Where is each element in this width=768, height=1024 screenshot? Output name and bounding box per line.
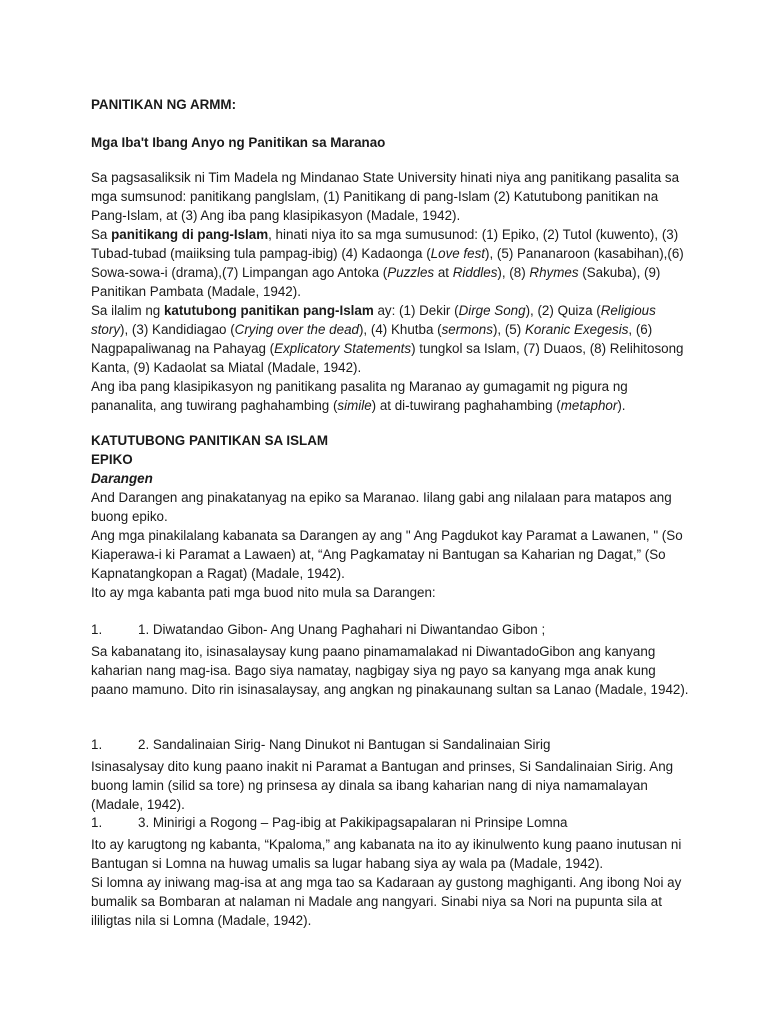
intro-paragraph-3: Sa ilalim ng katutubong panitikan pang-Islam ay: (1) Dekir (Dirge Song), (2) Quiza (Religious story), (3) Kandidiagao (Crying over the dead), (4) Khutba (sermons), (5) Koranic Exegesis, (6) Nagpapaliwanag na Pahayag (Explicatory Statements) tungkol sa Islam, (7) Duaos, (8) Relihitosong Kanta, (9) Kadaolat sa Miatal (Madale, 1942). [91,303,684,375]
intro-paragraph-4: Ang iba pang klasipikasyon ng panitikang pasalita ng Maranao ay gumagamit ng pigura ng pananalita, ang tuwirang paghahambing (simile) at di-tuwirang paghahambing (metaphor). [91,379,628,413]
epiko-heading: EPIKO [91,452,133,467]
darangen-section [91,488,691,602]
intro-paragraph-2: Sa panitikang di pang-Islam, hinati niya ito sa mga sumusunod: (1) Epiko, (2) Tutol (kuwento), (3) Tubad-tubad (maiiksing tula pampag-ibig) (4) Kadaonga (Love fest), (5) Pananaroon (kasabihan),(6) Sowa-sowa-i (drama),(7) Limpangan ago Antoka (Puzzles at Riddles), (8) Rhymes (Sakuba), (9) Panitikan Pambata (Madale, 1942). [91,227,684,299]
document-subtitle: Mga Iba't Ibang Anyo ng Panitikan sa Maranao [91,135,386,150]
chapter-3-body [91,835,691,930]
darangen-paragraph-3: Ito ay mga kabanta pati mga buod nito mula sa Darangen: [91,585,436,600]
darangen-paragraph-1: And Darangen ang pinakatanyag na epiko sa Maranao. Iilang gabi ang nilalaan para matapos ang buong epiko. [91,490,672,524]
intro-paragraph-1: Sa pagsasaliksik ni Tim Madela ng Mindanao State University hinati niya ang panitikang pasalita sa mga sumsunod: panitikang panglslam, (1) Panitikang di pang-Islam (2) Katutubong panitikan na Pang-Islam, at (3) Ang iba pang klasipikasyon (Madale, 1942). [91,170,680,223]
section-heading: KATUTUBONG PANITIKAN SA ISLAM [91,433,329,448]
intro-section [91,168,691,415]
darangen-paragraph-2: Ang mga pinakilalang kabanata sa Darangen ay ang " Ang Pagdukot kay Paramat a Lawanen, " (So Kiaperawa-i ki Paramat a Lawaen) at, “Ang Pagkamatay ni Bantugan sa Kaharian ng Dagat,” (So Kapnatangkopan a Ragat) (Madale, 1942). [91,528,683,581]
chapter-3-title: 1. 3. Minirigi a Rogong – Pag-ibig at Pakikipagsapalaran ni Prinsipe Lomna [91,815,568,830]
document-title: PANITIKAN NG ARMM: [91,97,237,112]
chapter-1-body: Sa kabanatang ito, isinasalaysay kung paano pinamamalakad ni DiwantadoGibon ang kanyang kaharian nang mag-isa. Bago siya namatay, nagbigay siya ng payo sa kanyang mga anak kung paano mamuno. Dito rin isinasalaysay, ang angkan ng pinakaunang sultan sa Lanao (Madale, 1942). [91,644,689,697]
chapter-2-body: Isinasalysay dito kung paano inakit ni Paramat a Bantugan and prinses, Si Sandalinaian Sirig. Ang buong lamin (silid sa tore) ng prinsesa ay dinala sa ibang kaharian nang di niya namamalayan (Madale, 1942). [91,759,674,812]
chapter-1-title: 1. 1. Diwatandao Gibon- Ang Unang Paghahari ni Diwantandao Gibon ; [91,622,546,637]
chapter-2-title: 1. 2. Sandalinaian Sirig- Nang Dinukot ni Bantugan si Sandalinaian Sirig [91,737,551,752]
darangen-heading: Darangen [91,471,153,486]
chapter-3-paragraph-2: Si lomna ay iniwang mag-isa at ang mga tao sa Kadaraan ay gustong maghiganti. Ang ibong Noi ay bumalik sa Bombaran at nalaman ni Madale ang nangyari. Sinabi niya sa Nori na pupunta sila at ililigtas nila si Lomna (Madale, 1942). [91,875,682,928]
chapter-3-paragraph-1: Ito ay karugtong ng kabanta, “Kpaloma,” ang kabanata na ito ay ikinulwento kung paano inutusan ni Bantugan si Lomna na huwag umalis sa lugar habang siya ay wala pa (Madale, 1942). [91,837,682,871]
